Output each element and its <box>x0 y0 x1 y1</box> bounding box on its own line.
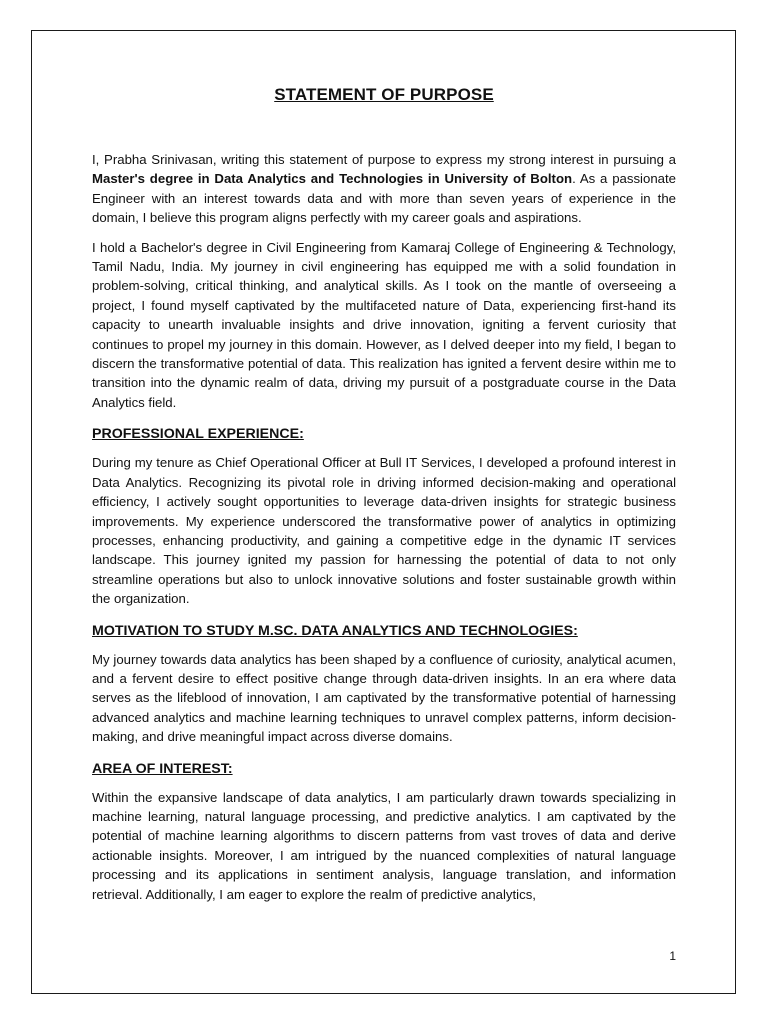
background-paragraph: I hold a Bachelor's degree in Civil Engineering from Kamaraj College of Engineering & Technology, Tamil Nadu, India. My journey in civil engineering has equipped me with a solid foundation in problem-solving, critical thinking, and analytical skills. As I took on the mantle of overseeing a project, I found myself captivated by the multifaceted nature of Data, experiencing first-hand its capacity to unearth invaluable insights and drive innovation, igniting a fervent curiosity that continues to propel my journey in this domain. However, as I delved deeper into my field, I began to discern the transformative potential of data. This realization has ignited a fervent desire within me to transition into the dynamic realm of data, driving my pursuit of a postgraduate course in the Data Analytics field. <box>92 239 676 410</box>
section-heading-motivation: MOTIVATION TO STUDY M.SC. DATA ANALYTICS AND TECHNOLOGIES: <box>92 622 578 639</box>
intro-text-end: . As a passionate Engineer with an interest towards data and with more than seven years of experience in the domain, I believe this program aligns perfectly with my career goals and aspirations. <box>92 171 676 226</box>
intro-text-start: I, Prabha Srinivasan, writing this statement of purpose to express my strong interest in pursuing a <box>92 152 676 167</box>
section-paragraph-motivation: My journey towards data analytics has been shaped by a confluence of curiosity, analytical acumen, and a fervent desire to effect positive change through data-driven insights. In an era where data serves as the lifeblood of innovation, I am captivated by the transformative potential of harnessing advanced analytics and machine learning techniques to unravel complex patterns, inform decision-making, and drive meaningful impact across diverse domains. <box>92 651 676 745</box>
section-paragraph-interest: Within the expansive landscape of data analytics, I am particularly drawn towards specializing in machine learning, natural language processing, and predictive analytics. I am captivated by the potential of machine learning algorithms to discern patterns from vast troves of data and derive actionable insights. Moreover, I am intrigued by the nuanced complexities of natural language processing and its applications in sentiment analysis, language translation, and information retrieval. Additionally, I am eager to explore the realm of predictive analytics, <box>92 789 676 902</box>
section-heading-interest: AREA OF INTEREST: <box>92 760 233 777</box>
section-heading-experience: PROFESSIONAL EXPERIENCE: <box>92 426 304 443</box>
page-title: STATEMENT OF PURPOSE <box>274 85 494 104</box>
intro-degree-name: Master's degree in Data Analytics and Technologies in University of Bolton <box>92 171 573 187</box>
section-paragraph-experience: During my tenure as Chief Operational Officer at Bull IT Services, I developed a profound interest in Data Analytics. Recognizing its pivotal role in driving informed decision-making and operational efficiency, I actively sought opportunities to leverage data-driven insights for strategic business improvements. My experience underscored the transformative power of analytics in optimizing processes, enhancing productivity, and gaining a competitive edge in the dynamic IT services landscape. This journey ignited my passion for harnessing the potential of data to not only streamline operations but also to unlock innovative solutions and foster sustainable growth within the organization. <box>92 455 676 607</box>
intro-paragraph <box>92 150 676 228</box>
document-body <box>92 84 676 914</box>
page-number: 1 <box>669 949 676 963</box>
